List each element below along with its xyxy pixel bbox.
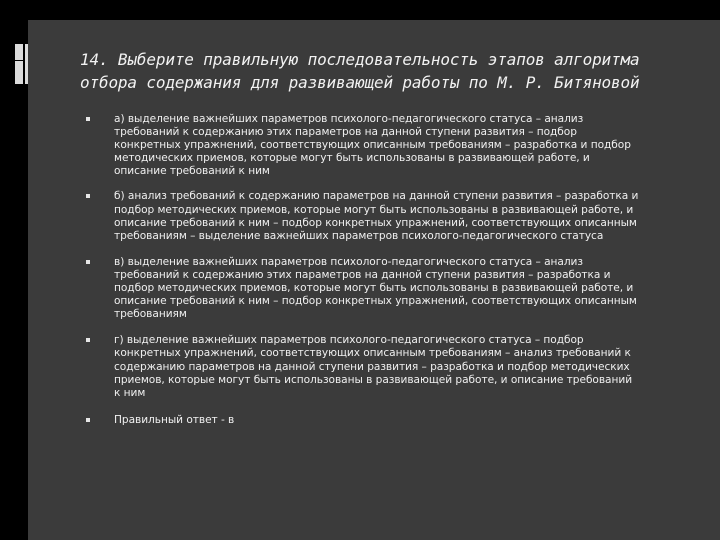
- option-b-text: [114, 190, 682, 242]
- title-line-1: 14. Выберите правильную последовательность этапов алгоритма: [80, 50, 640, 69]
- option-line: б) анализ требований к содержанию параметров на данной ступени развития – разработка и: [114, 190, 639, 203]
- option-line: приемов, которые могут быть использованы в развивающей работе, и описание требований: [114, 373, 633, 386]
- option-line: содержанию параметров на данной ступени развития – разработка и подбор методических: [114, 360, 630, 373]
- option-c: [86, 256, 682, 321]
- option-line: конкретных упражнений, соответствующих описанным требованиям – разработка и подбор: [114, 139, 631, 152]
- option-line: а) выделение важнейших параметров психолого-педагогического статуса – анализ: [114, 113, 584, 125]
- correct-answer-text: [114, 414, 682, 427]
- bullet-icon: [86, 338, 90, 342]
- option-line: требований к содержанию этих параметров на данной ступени развития – разработка и: [114, 268, 611, 281]
- option-line: подбор методических приемов, которые могут быть использованы в развивающей работе, и: [114, 282, 634, 295]
- title-line-2: отбора содержания для развивающей работы по М. Р. Битяновой: [80, 73, 640, 92]
- option-c-text: [114, 256, 682, 321]
- option-line: методических приемов, которые могут быть использованы в развивающей работе, и: [114, 152, 590, 165]
- slide-title: [80, 48, 680, 94]
- option-line: описание требований к ним: [114, 165, 270, 178]
- answer-line: Правильный ответ - в: [114, 413, 235, 426]
- answer-options-list: [86, 113, 682, 437]
- decorative-bar-bottom: [15, 61, 23, 84]
- option-line: требований к содержанию этих параметров на данной ступени развития – подбор: [114, 126, 577, 139]
- bullet-icon: [86, 260, 90, 264]
- option-a: [86, 113, 682, 178]
- option-line: г) выделение важнейших параметров психолого-педагогического статуса – подбор: [114, 334, 584, 347]
- option-line: описание требований к ним – подбор конкретных упражнений, соответствующих описанным: [114, 295, 637, 308]
- decorative-bar-top: [15, 44, 23, 60]
- option-line: к ним: [114, 386, 146, 399]
- option-d: [86, 334, 682, 399]
- option-d-text: [114, 334, 682, 399]
- bullet-icon: [86, 117, 90, 121]
- option-b: [86, 190, 682, 242]
- option-line: конкретных упражнений, соответствующих описанным требованиям – анализ требований к: [114, 347, 631, 360]
- option-a-text: [114, 113, 682, 178]
- correct-answer: [86, 414, 682, 427]
- option-line: в) выделение важнейших параметров психолого-педагогического статуса – анализ: [114, 255, 583, 268]
- option-line: подбор методических приемов, которые могут быть использованы в развивающей работе, и: [114, 203, 634, 216]
- option-line: требованиям: [114, 308, 187, 321]
- bullet-icon: [86, 418, 90, 422]
- bullet-icon: [86, 194, 90, 198]
- option-line: требованиям – выделение важнейших параметров психолого-педагогического статуса: [114, 229, 604, 242]
- option-line: описание требований к ним – подбор конкретных упражнений, соответствующих описанным: [114, 216, 637, 229]
- decorative-bar-vertical: [25, 44, 28, 84]
